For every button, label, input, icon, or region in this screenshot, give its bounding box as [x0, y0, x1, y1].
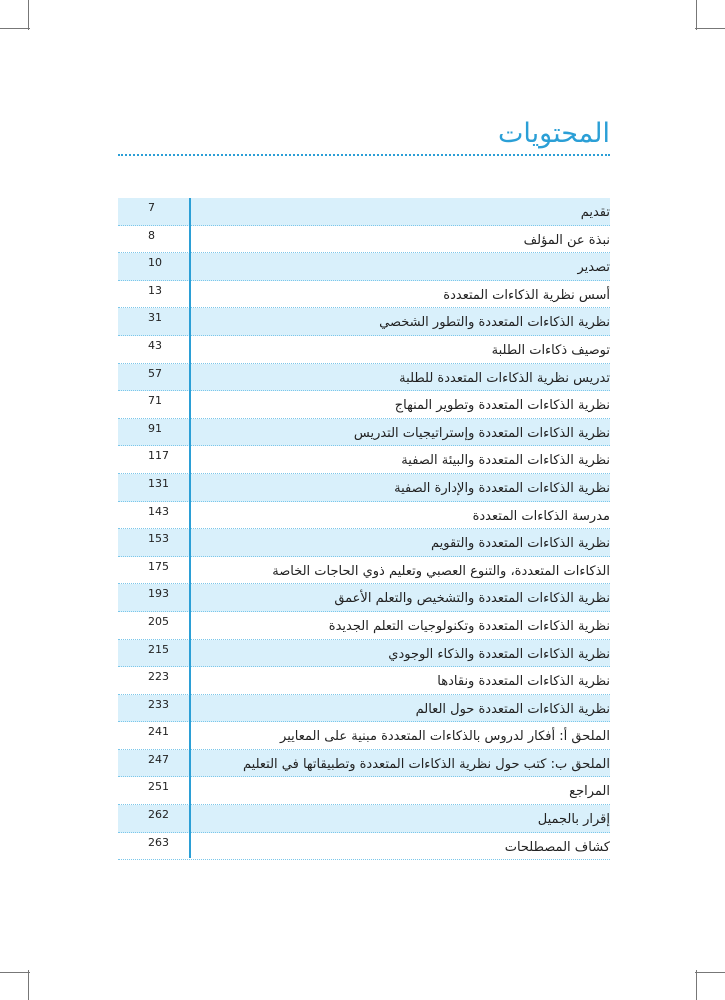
toc-row — [118, 391, 610, 419]
toc-entry-label: كشاف المصطلحات — [504, 839, 610, 855]
toc-page-number: 175 — [148, 559, 169, 573]
toc-entry-label: نظرية الذكاءات المتعددة والإدارة الصفية — [394, 480, 610, 496]
toc-entry-label: توصيف ذكاءات الطلبة — [491, 342, 610, 358]
toc-page-number: 131 — [148, 476, 169, 490]
toc-entry-label: مدرسة الذكاءات المتعددة — [472, 508, 610, 524]
toc-page-number: 241 — [148, 725, 169, 739]
toc-row — [118, 640, 610, 668]
toc-row — [118, 750, 610, 778]
crop-mark-top-right-h — [695, 28, 725, 29]
toc-entry-label: الملحق ب: كتب حول نظرية الذكاءات المتعددة وتطبيقاتها في التعليم — [243, 756, 610, 772]
toc-row — [118, 612, 610, 640]
toc-row — [118, 308, 610, 336]
column-divider — [189, 198, 191, 858]
crop-mark-top-left-h — [0, 28, 30, 29]
title-underline — [118, 154, 610, 156]
toc-page-number: 262 — [148, 808, 169, 822]
crop-mark-top-left — [28, 0, 29, 30]
toc-page-number: 10 — [148, 256, 162, 270]
toc-entry-label: نظرية الذكاءات المتعددة وتطوير المنهاج — [394, 398, 610, 414]
toc-entry-label: نظرية الذكاءات المتعددة والذكاء الوجودي — [388, 646, 610, 662]
toc-page-number: 117 — [148, 449, 169, 463]
toc-entry-label: نظرية الذكاءات المتعددة والتطور الشخصي — [379, 315, 610, 331]
toc-row — [118, 805, 610, 833]
toc-entry-label: نظرية الذكاءات المتعددة وإستراتيجيات التدريس — [353, 425, 610, 441]
toc-entry-label: نظرية الذكاءات المتعددة حول العالم — [415, 701, 610, 717]
toc-row — [118, 557, 610, 585]
toc-row — [118, 529, 610, 557]
toc-row — [118, 253, 610, 281]
toc-page-number: 263 — [148, 835, 169, 849]
toc-page-number: 71 — [148, 394, 162, 408]
toc-entry-label: نبذة عن المؤلف — [523, 232, 610, 248]
toc-entry-label: نظرية الذكاءات المتعددة والتشخيص والتعلم الأعمق — [334, 591, 610, 607]
toc-row — [118, 722, 610, 750]
toc-row — [118, 833, 610, 861]
toc-entry-label: نظرية الذكاءات المتعددة والتقويم — [431, 536, 610, 552]
toc-row — [118, 198, 610, 226]
toc-row — [118, 364, 610, 392]
toc-entry-label: تدريس نظرية الذكاءات المتعددة للطلبة — [399, 370, 610, 386]
crop-mark-bottom-right — [696, 970, 697, 1000]
toc-row — [118, 502, 610, 530]
crop-mark-bottom-left — [28, 970, 29, 1000]
toc-entry-label: نظرية الذكاءات المتعددة ونقادها — [437, 674, 610, 690]
toc-entry-label: تصدير — [577, 260, 610, 276]
toc-row — [118, 474, 610, 502]
toc-row — [118, 446, 610, 474]
toc-entry-label: نظرية الذكاءات المتعددة والبيئة الصفية — [401, 453, 610, 469]
toc-entry-label: الملحق أ: أفكار لدروس بالذكاءات المتعددة مبنية على المعايير — [280, 729, 610, 745]
toc-page-number: 223 — [148, 670, 169, 684]
toc-entry-label: أسس نظرية الذكاءات المتعددة — [443, 287, 610, 303]
toc-row — [118, 695, 610, 723]
toc-page-number: 13 — [148, 283, 162, 297]
toc-row — [118, 667, 610, 695]
crop-mark-bottom-right-h — [695, 972, 725, 973]
toc-row — [118, 281, 610, 309]
toc-page-number: 205 — [148, 614, 169, 628]
toc-page-number: 43 — [148, 338, 162, 352]
toc-row — [118, 584, 610, 612]
toc-page-number: 215 — [148, 642, 169, 656]
toc-page-number: 91 — [148, 421, 162, 435]
toc-page-number: 31 — [148, 311, 162, 325]
toc-page-number: 8 — [148, 228, 155, 242]
toc-entry-label: المراجع — [569, 784, 610, 800]
crop-mark-top-right — [696, 0, 697, 30]
toc-page-number: 247 — [148, 752, 169, 766]
toc-row — [118, 777, 610, 805]
crop-mark-bottom-left-h — [0, 972, 30, 973]
toc-row — [118, 336, 610, 364]
toc-page-number: 7 — [148, 201, 155, 214]
toc-page-number: 153 — [148, 532, 169, 546]
toc-page-number: 143 — [148, 504, 169, 518]
toc-entry-label: الذكاءات المتعددة، والتنوع العصبي وتعليم ذوي الحاجات الخاصة — [272, 563, 610, 579]
toc-entry-label: تقديم — [580, 205, 610, 220]
toc-row — [118, 419, 610, 447]
toc-entry-label: إقرار بالجميل — [537, 812, 610, 828]
toc-page-number: 251 — [148, 780, 169, 794]
toc-row — [118, 226, 610, 254]
toc-entry-label: نظرية الذكاءات المتعددة وتكنولوجيات التعلم الجديدة — [328, 618, 610, 634]
toc-page-number: 57 — [148, 366, 162, 380]
table-of-contents — [118, 198, 610, 860]
page-title: المحتويات — [497, 118, 610, 149]
toc-page-number: 233 — [148, 697, 169, 711]
toc-page-number: 193 — [148, 587, 169, 601]
